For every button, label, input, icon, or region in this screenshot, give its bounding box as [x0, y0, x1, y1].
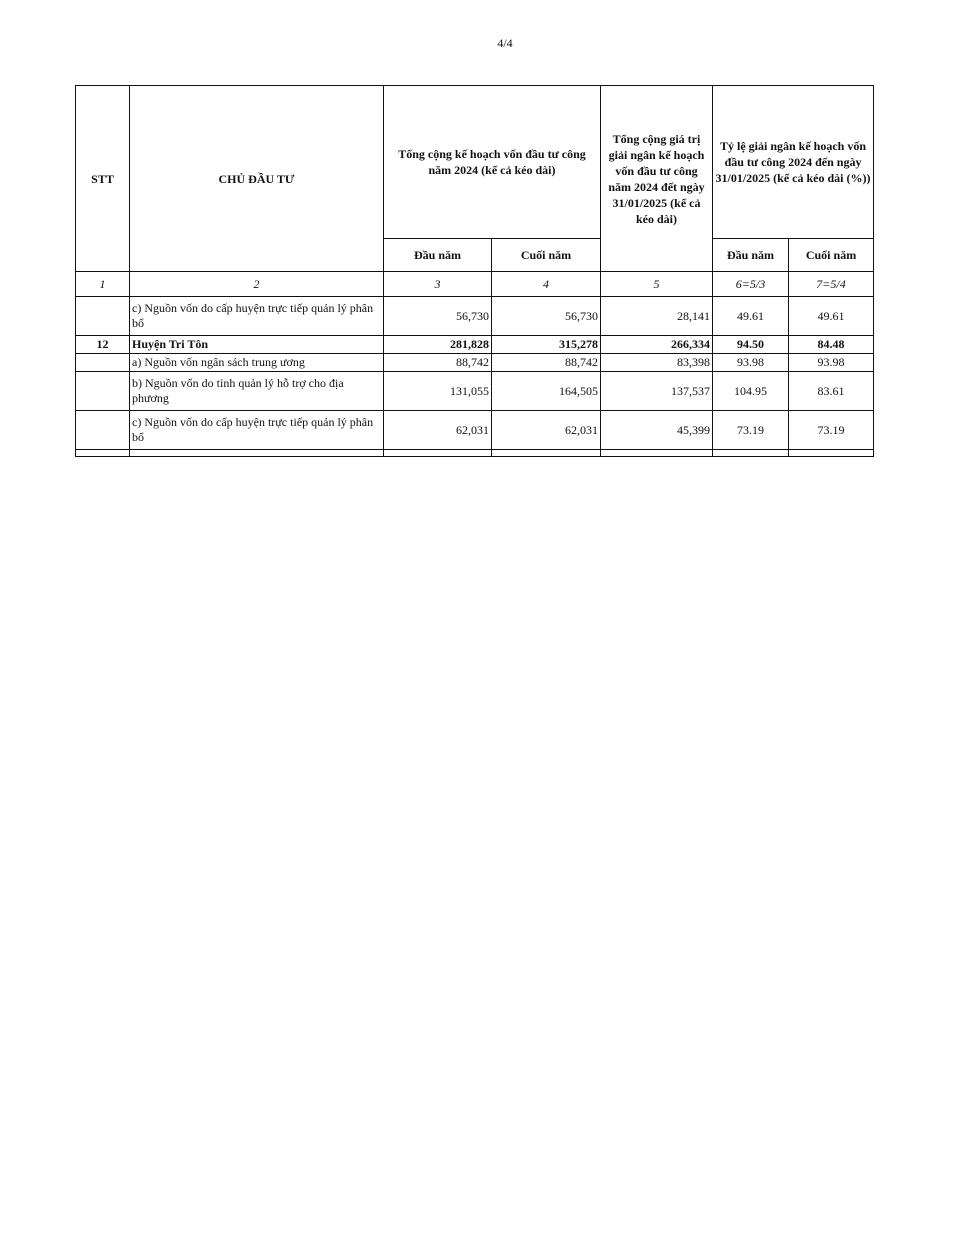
row-rate-start: 93.98 — [713, 354, 789, 372]
index-cell: 6=5/3 — [713, 272, 789, 297]
row-name: Huyện Tri Tôn — [130, 336, 384, 354]
row-rate-start: 94.50 — [713, 336, 789, 354]
row-stt — [76, 372, 130, 411]
row-name: b) Nguồn vốn do tỉnh quản lý hỗ trợ cho địa phương — [130, 372, 384, 411]
row-disbursed: 83,398 — [601, 354, 713, 372]
row-plan-start: 88,742 — [384, 354, 492, 372]
row-plan-start: 62,031 — [384, 411, 492, 450]
index-cell: 4 — [492, 272, 601, 297]
row-plan-end: 315,278 — [492, 336, 601, 354]
row-rate-start: 104.95 — [713, 372, 789, 411]
header-tong-giai-ngan: Tổng cộng giá trị giải ngân kế hoạch vốn đầu tư công năm 2024 đết ngày 31/01/2025 (kể cả kéo dài) — [601, 86, 713, 272]
index-cell: 5 — [601, 272, 713, 297]
row-disbursed: 45,399 — [601, 411, 713, 450]
row-plan-end: 164,505 — [492, 372, 601, 411]
index-cell: 3 — [384, 272, 492, 297]
row-rate-end: 49.61 — [789, 297, 874, 336]
row-plan-end: 56,730 — [492, 297, 601, 336]
row-stt — [76, 354, 130, 372]
row-plan-start: 131,055 — [384, 372, 492, 411]
table-row — [76, 354, 874, 372]
row-plan-end: 62,031 — [492, 411, 601, 450]
row-rate-end: 73.19 — [789, 411, 874, 450]
header-cuoi-nam-rate: Cuối năm — [789, 239, 874, 272]
row-stt — [76, 411, 130, 450]
row-disbursed: 266,334 — [601, 336, 713, 354]
row-disbursed: 137,537 — [601, 372, 713, 411]
row-stt: 12 — [76, 336, 130, 354]
row-disbursed: 28,141 — [601, 297, 713, 336]
row-plan-start: 281,828 — [384, 336, 492, 354]
header-stt: STT — [76, 86, 130, 272]
column-index-row — [76, 272, 874, 297]
row-rate-end: 93.98 — [789, 354, 874, 372]
row-name: c) Nguồn vốn do cấp huyện trực tiếp quản lý phân bổ — [130, 297, 384, 336]
index-cell: 1 — [76, 272, 130, 297]
row-plan-end: 88,742 — [492, 354, 601, 372]
row-rate-end: 84.48 — [789, 336, 874, 354]
header-chu-dau-tu: CHỦ ĐẦU TƯ — [130, 86, 384, 272]
header-ty-le: Tỷ lệ giải ngân kế hoạch vốn đầu tư công 2024 đến ngày 31/01/2025 (kể cả kéo dài (%)) — [713, 86, 874, 239]
page-number: 4/4 — [497, 36, 513, 50]
table-row — [76, 411, 874, 450]
row-rate-end: 83.61 — [789, 372, 874, 411]
table-row — [76, 372, 874, 411]
row-name: a) Nguồn vốn ngân sách trung ương — [130, 354, 384, 372]
table-row — [76, 297, 874, 336]
row-name: c) Nguồn vốn do cấp huyện trực tiếp quản lý phân bổ — [130, 411, 384, 450]
row-rate-start: 73.19 — [713, 411, 789, 450]
row-rate-start: 49.61 — [713, 297, 789, 336]
header-dau-nam-rate: Đầu năm — [713, 239, 789, 272]
index-cell: 7=5/4 — [789, 272, 874, 297]
table-row-blank — [76, 450, 874, 457]
disbursement-table — [75, 85, 874, 457]
row-plan-start: 56,730 — [384, 297, 492, 336]
header-tong-ke-hoach: Tổng cộng kế hoạch vốn đầu tư công năm 2024 (kể cả kéo dài) — [384, 86, 601, 239]
header-cuoi-nam-plan: Cuối năm — [492, 239, 601, 272]
index-cell: 2 — [130, 272, 384, 297]
table-row — [76, 336, 874, 354]
row-stt — [76, 297, 130, 336]
header-dau-nam-plan: Đầu năm — [384, 239, 492, 272]
